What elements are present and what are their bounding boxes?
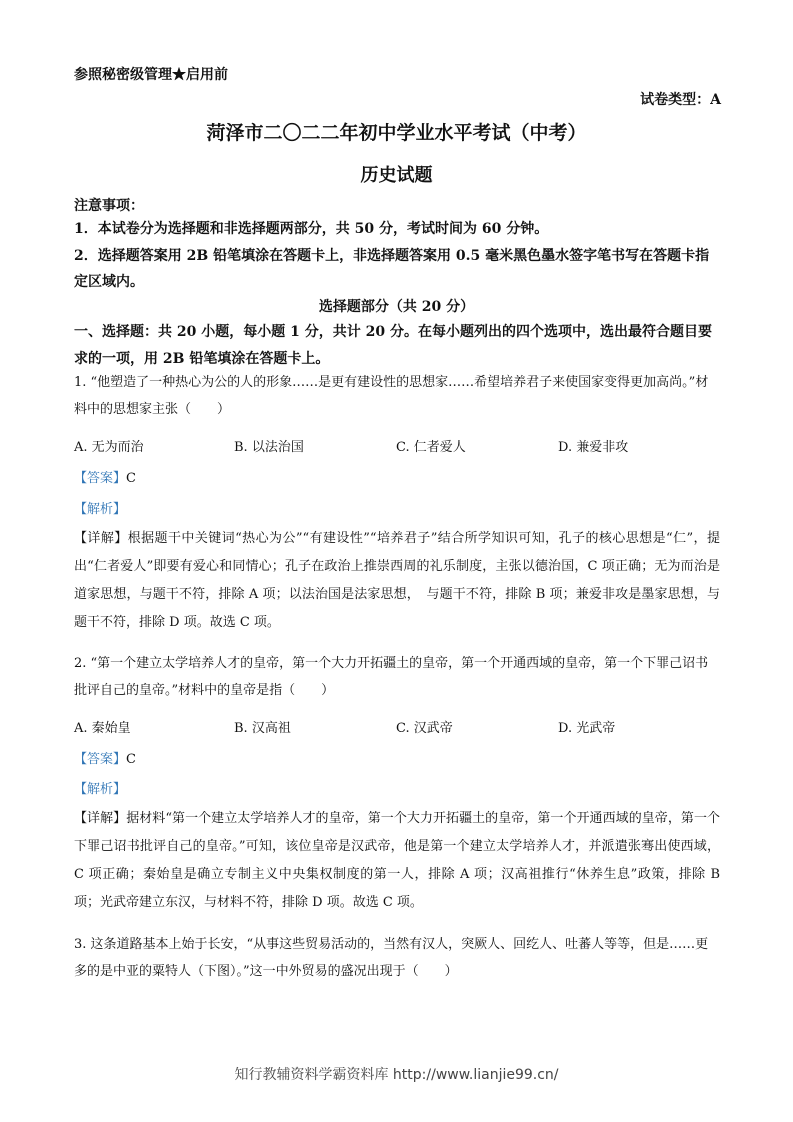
question-1-option-c: C. 仁者爱人 (396, 440, 466, 455)
question-2-option-b: B. 汉高祖 (234, 721, 291, 736)
paper-type-label: 试卷类型：A (640, 92, 721, 108)
question-1-analysis-tag: 【解析】 (74, 502, 127, 517)
exam-subtitle: 历史试题 (360, 165, 433, 186)
answer-tag: 【答案】 (74, 471, 127, 486)
question-1-detail (74, 525, 720, 637)
question-2-option-d: D. 光武帝 (558, 721, 616, 736)
notice-item-1: 1．本试卷分为选择题和非选择题两部分，共 50 分，考试时间为 60 分钟。 (74, 221, 549, 237)
question-2-answer (74, 748, 720, 767)
question-2-option-a: A. 秦始皇 (74, 721, 131, 736)
secret-level-label: 参照秘密级管理★启用前 (74, 67, 228, 83)
answer-value: C (126, 752, 136, 767)
detail-text: 据材料“第一个建立太学培养人才的皇帝，第一个大力开拓疆土的皇帝，第一个开通西域的皇帝，第一个下罪己诏书批评自己的皇帝。”可知，该位皇帝是汉武帝，他是第一个建立太学培养人才，并派遣张骞出使西域，C 项正确；秦始皇是确立专制主义中央集权制度的第一人，排除 A 项；汉高祖推行“休养生息”政策，排除 B 项；光武帝建立东汉，与材料不符，排除 D 项。故选 C 项。 (74, 811, 720, 910)
question-2-analysis-tag: 【解析】 (74, 782, 127, 797)
question-1-stem: 1. “他塑造了一种热心为公的人的形象……是更有建设性的思想家……希望培养君子来使国家变得更加高尚。”材料中的思想家主张（ ） (74, 375, 709, 417)
question-1-option-a: A. 无为而治 (74, 440, 144, 455)
answer-value: C (126, 471, 136, 486)
question-1-answer (74, 467, 720, 486)
notice-item-2: 2．选择题答案用 2B 铅笔填涂在答题卡上，非选择题答案用 0.5 毫米黑色墨水签字笔书写在答题卡指定区域内。 (74, 248, 710, 290)
question-1-option-b: B. 以法治国 (234, 440, 304, 455)
question-2-detail (74, 805, 720, 917)
notice-heading: 注意事项： (74, 198, 144, 214)
question-2-option-c: C. 汉武帝 (396, 721, 453, 736)
question-1-options (74, 436, 720, 456)
section-title: 选择题部分（共 20 分） (318, 299, 475, 315)
detail-tag: 【详解】 (74, 811, 127, 826)
question-2-options (74, 717, 720, 737)
question-3-stem: 3. 这条道路基本上始于长安，“从事这些贸易活动的，当然有汉人，突厥人、回纥人、吐蕃人等等，但是……更多的是中亚的粟特人（下图）。”这一中外贸易的盛况出现于（ ） (74, 937, 709, 979)
footer-watermark: 知行教辅资料学霸资料库 http://www.lianjie99.cn/ (234, 1067, 559, 1083)
answer-tag: 【答案】 (74, 752, 127, 767)
section-heading: 一、选择题：共 20 小题，每小题 1 分，共计 20 分。在每小题列出的四个选项中，选出最符合题目要求的一项，用 2B 铅笔填涂在答题卡上。 (74, 324, 712, 367)
question-2-stem: 2. “第一个建立太学培养人才的皇帝，第一个大力开拓疆土的皇帝，第一个开通西域的皇帝，第一个下罪己诏书批评自己的皇帝。”材料中的皇帝是指（ ） (74, 656, 709, 698)
detail-text: 根据题干中关键词“热心为公”“有建设性”“培养君子”结合所学知识可知，孔子的核心思想是“仁”，提出“仁者爱人”即要有爱心和同情心；孔子在政治上推崇西周的礼乐制度，主张以德治国，C 项正确；无为而治是道家思想，与题干不符，排除 A 项；以法治国是法家思想， 与题干不符，排除 B 项；兼爱非攻是墨家思想，与题干不符，排除 D 项。故选 C 项。 (74, 531, 720, 630)
detail-tag: 【详解】 (74, 531, 128, 546)
exam-title: 菏泽市二〇二二年初中学业水平考试（中考） (206, 122, 587, 144)
question-1-option-d: D. 兼爱非攻 (558, 440, 629, 455)
